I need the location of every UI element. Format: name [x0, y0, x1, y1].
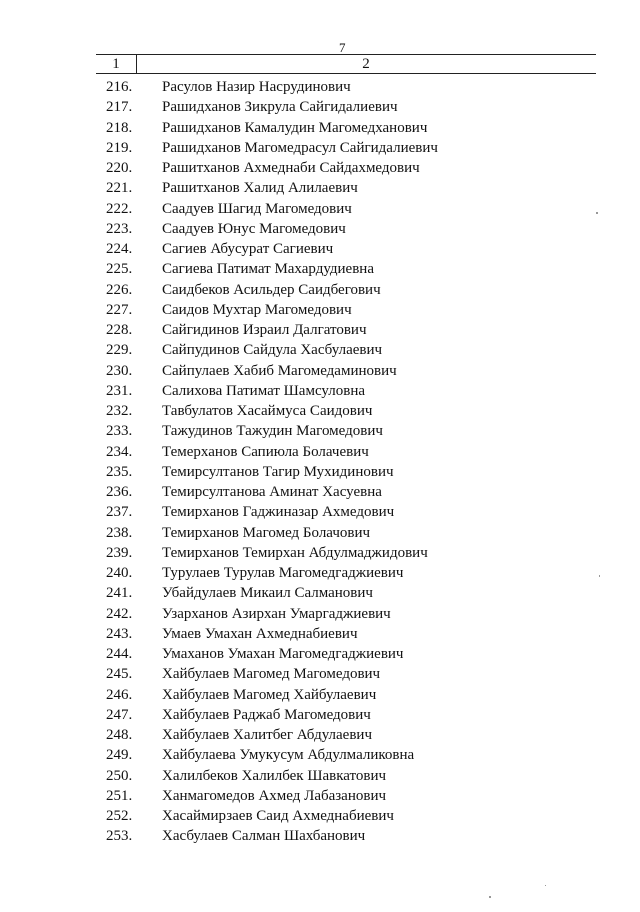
list-item-number: 235. [106, 463, 133, 480]
list-item [0, 786, 640, 806]
list-item-name: Тавбулатов Хасаймуса Саидович [162, 403, 373, 419]
scan-speck [599, 575, 600, 577]
list-item-name: Хайбулаев Халитбег Абдулаевич [162, 727, 372, 743]
list-item [0, 401, 640, 421]
list-item-name: Рашидханов Камалудин Магомедханович [162, 119, 428, 136]
scan-speck [596, 212, 598, 214]
list-item-name: Расулов Назир Насрудинович [162, 79, 351, 95]
list-item-number: 225. [106, 261, 133, 278]
list-item [0, 381, 640, 401]
list-item-number: 223. [106, 220, 133, 237]
list-item [0, 563, 640, 583]
list-item-name: Саадуев Юнус Магомедович [162, 220, 346, 237]
header-column-number: 1 [112, 56, 120, 72]
list-item-number: 253. [106, 828, 133, 845]
list-item-name: Рашидханов Магомедрасул Сайгидалиевич [162, 139, 438, 156]
list-item-number: 229. [106, 342, 133, 359]
list-item-number: 247. [106, 706, 133, 723]
list-item-name: Хайбулаева Умукусум Абдулмаликовна [162, 747, 415, 764]
list-item-name: Хайбулаев Магомед Хайбулаевич [162, 686, 377, 703]
list-item [0, 482, 640, 502]
list-item [0, 644, 640, 664]
list-item-number: 241. [106, 585, 133, 602]
list-item-name: Хайбулаев Магомед Магомедович [162, 666, 381, 683]
list-item-name: Темирсултанова Аминат Хасуевна [162, 484, 382, 500]
list-item-number: 240. [106, 565, 133, 581]
list-item-name: Сайгидинов Израил Далгатович [162, 322, 367, 338]
list-item [0, 462, 640, 482]
list-item [0, 604, 640, 624]
list-item-name: Тажудинов Тажудин Магомедович [162, 423, 383, 440]
list-item [0, 442, 640, 462]
list-item-name: Хасбулаев Салман Шахбанович [162, 828, 366, 845]
list-item-name: Убайдулаев Микаил Салманович [162, 585, 373, 602]
page-number: 7 [339, 40, 346, 55]
list-item-number: 249. [106, 747, 133, 764]
list-item [0, 543, 640, 563]
list-item-number: 216. [106, 79, 133, 95]
list-item-name: Узарханов Азирхан Умаргаджиевич [162, 605, 391, 622]
list-item-number: 244. [106, 646, 133, 662]
list-item-number: 237. [106, 504, 133, 521]
list-item-number: 230. [106, 362, 133, 379]
list-item-name: Сайпулаев Хабиб Магомедаминович [162, 362, 397, 379]
list-item-name: Халилбеков Халилбек Шавкатович [162, 767, 387, 784]
list-item-name: Саидбеков Асильдер Саидбегович [162, 281, 381, 298]
list-item-number: 219. [106, 139, 133, 156]
list-item-number: 250. [106, 767, 133, 784]
list-item-number: 217. [106, 99, 133, 116]
list-item [0, 705, 640, 725]
list-item-name: Умаев Умахан Ахмеднабиевич [162, 625, 358, 642]
list-item-name: Саидов Мухтар Магомедович [162, 301, 352, 318]
list-item-number: 239. [106, 544, 133, 561]
list-item-number: 231. [106, 382, 133, 399]
list-item-name: Темирханов Гаджиназар Ахмедович [162, 504, 395, 521]
list-item-name: Саадуев Шагид Магомедович [162, 200, 352, 217]
scan-speck [489, 896, 491, 898]
list-item-number: 228. [106, 322, 133, 338]
list-item-name: Сайпудинов Сайдула Хасбулаевич [162, 342, 383, 359]
list-item [0, 77, 640, 97]
list-item [0, 118, 640, 138]
list-item-name: Рашитханов Ахмеднаби Сайдахмедович [162, 160, 420, 176]
list-item-number: 221. [106, 180, 133, 197]
list-item [0, 259, 640, 279]
list-item [0, 97, 640, 117]
list-item-name: Темерханов Сапиюла Болачевич [162, 443, 369, 460]
list-item-name: Хасаймирзаев Саид Ахмеднабиевич [162, 808, 394, 824]
list-item-number: 227. [106, 301, 133, 318]
header-column-name: 2 [362, 56, 370, 72]
list-item [0, 199, 640, 219]
list-item [0, 766, 640, 786]
list-item-number: 248. [106, 727, 133, 743]
list-item [0, 745, 640, 765]
list-item-number: 224. [106, 241, 133, 257]
list-item-number: 232. [106, 403, 133, 419]
list-item-name: Салихова Патимат Шамсуловна [162, 382, 366, 399]
list-item-number: 226. [106, 281, 133, 298]
list-item-number: 252. [106, 808, 133, 824]
list-item [0, 523, 640, 543]
list-item-name: Турулаев Турулав Магомедгаджиевич [162, 565, 404, 581]
list-item-number: 243. [106, 625, 133, 642]
list-item-name: Ханмагомедов Ахмед Лабазанович [162, 787, 387, 804]
list-item-number: 251. [106, 787, 133, 804]
list-item-name: Темирханов Магомед Болачович [162, 524, 371, 541]
list-item-number: 233. [106, 423, 133, 440]
list-item [0, 624, 640, 644]
list-item [0, 280, 640, 300]
list-item [0, 320, 640, 340]
list-item-number: 246. [106, 686, 133, 703]
list-item [0, 725, 640, 745]
list-item-name: Рашидханов Зикрула Сайгидалиевич [162, 99, 398, 116]
list-item-number: 245. [106, 666, 133, 683]
list-item [0, 239, 640, 259]
list-item-number: 238. [106, 524, 133, 541]
list-item [0, 361, 640, 381]
list-item-name: Сагиев Абусурат Сагиевич [162, 241, 334, 257]
list-item [0, 340, 640, 360]
list-item-name: Умаханов Умахан Магомедгаджиевич [162, 646, 404, 662]
list-item-number: 218. [106, 119, 133, 136]
list-item-name: Рашитханов Халид Алилаевич [162, 180, 358, 197]
list-item [0, 664, 640, 684]
name-list [0, 77, 640, 847]
list-item [0, 685, 640, 705]
list-item [0, 806, 640, 826]
list-item-name: Темирсултанов Тагир Мухидинович [162, 463, 394, 480]
list-item-number: 234. [106, 443, 133, 460]
list-item-number: 220. [106, 160, 133, 176]
list-item-number: 242. [106, 605, 133, 622]
list-item-name: Сагиева Патимат Махардудиевна [162, 261, 374, 278]
list-item-number: 236. [106, 484, 133, 500]
list-item [0, 158, 640, 178]
list-item [0, 138, 640, 158]
list-item [0, 300, 640, 320]
list-item-name: Хайбулаев Раджаб Магомедович [162, 706, 371, 723]
scan-speck [545, 885, 546, 886]
list-item [0, 219, 640, 239]
list-item [0, 826, 640, 846]
list-item [0, 583, 640, 603]
table-header [96, 54, 596, 74]
list-item-number: 222. [106, 200, 133, 217]
list-item [0, 178, 640, 198]
list-item [0, 421, 640, 441]
list-item [0, 502, 640, 522]
list-item-name: Темирханов Темирхан Абдулмаджидович [162, 544, 428, 561]
